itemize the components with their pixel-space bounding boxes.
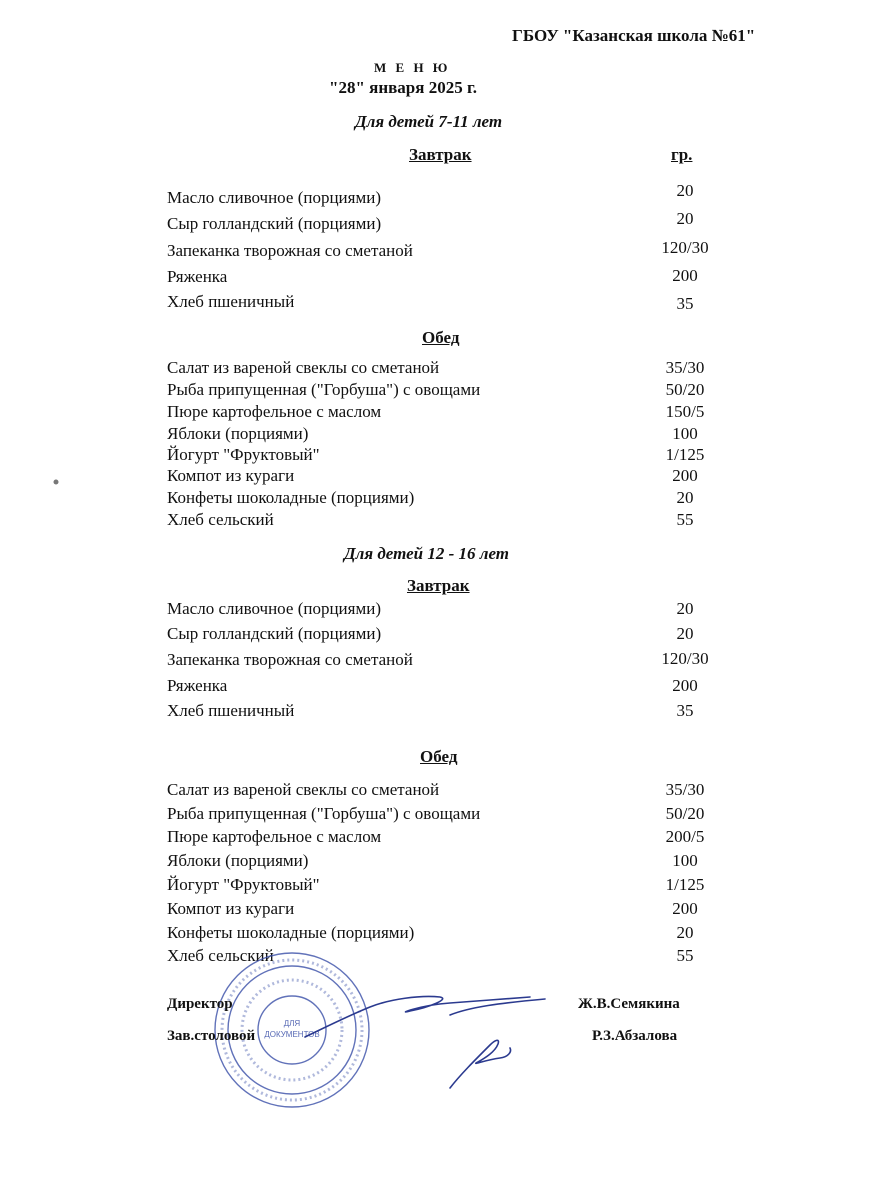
director-signature xyxy=(300,985,560,1045)
menu-item-qty: 200/5 xyxy=(665,827,705,846)
menu-item-qty: 1/125 xyxy=(665,445,705,464)
menu-item-name: Компот из кураги xyxy=(167,899,295,918)
menu-item-name: Пюре картофельное с маслом xyxy=(167,827,382,846)
menu-item-qty: 35 xyxy=(676,294,694,313)
menu-item-qty: 100 xyxy=(672,851,698,870)
menu-item-name: Масло сливочное (порциями) xyxy=(167,188,381,207)
menu-item-name: Ряженка xyxy=(167,676,228,695)
menu-item-qty: 120/30 xyxy=(661,238,709,257)
menu-item-name: Запеканка творожная со сметаной xyxy=(167,241,413,260)
menu-item-qty: 100 xyxy=(672,424,698,443)
menu-item-name: Салат из вареной свеклы со сметаной xyxy=(167,358,440,377)
canteen-signature xyxy=(440,1030,520,1095)
menu-item-name: Хлеб сельский xyxy=(167,946,274,965)
menu-item-name: Яблоки (порциями) xyxy=(167,424,309,443)
canteen-head-role: Зав.столовой xyxy=(167,1028,256,1044)
stamp-text-line-2: ДОКУМЕНТОВ xyxy=(264,1030,320,1039)
menu-item-qty: 150/5 xyxy=(665,402,705,421)
menu-item-qty: 20 xyxy=(676,209,694,228)
menu-item-name: Пюре картофельное с маслом xyxy=(167,402,382,421)
menu-item-qty: 35 xyxy=(676,701,694,720)
director-role: Директор xyxy=(167,996,233,1012)
menu-item-name: Конфеты шоколадные (порциями) xyxy=(167,923,415,942)
menu-item-name: Хлеб сельский xyxy=(167,510,274,529)
menu-item-name: Хлеб пшеничный xyxy=(167,701,295,720)
age-group-title: Для детей 12 - 16 лет xyxy=(344,544,510,563)
menu-item-qty: 20 xyxy=(676,599,694,618)
menu-item-name: Рыба припущенная ("Горбуша") с овощами xyxy=(167,804,481,823)
scan-speck xyxy=(52,478,60,486)
menu-item-qty: 55 xyxy=(676,510,694,529)
menu-item-qty: 200 xyxy=(672,899,698,918)
menu-item-name: Яблоки (порциями) xyxy=(167,851,309,870)
menu-item-qty: 20 xyxy=(676,624,694,643)
section-title-lunch: Обед xyxy=(420,747,458,766)
stamp-text-line-1: ДЛЯ xyxy=(283,1019,301,1028)
menu-item-name: Хлеб пшеничный xyxy=(167,292,295,311)
menu-item-name: Масло сливочное (порциями) xyxy=(167,599,381,618)
menu-item-qty: 50/20 xyxy=(665,380,705,399)
menu-item-qty: 20 xyxy=(676,181,694,200)
menu-item-name: Запеканка творожная со сметаной xyxy=(167,650,413,669)
menu-item-qty: 120/30 xyxy=(661,649,709,668)
menu-item-name: Йогурт "Фруктовый" xyxy=(167,875,320,894)
menu-item-name: Йогурт "Фруктовый" xyxy=(167,445,320,464)
menu-item-name: Сыр голландский (порциями) xyxy=(167,214,382,233)
menu-title: М Е Н Ю xyxy=(374,60,451,75)
menu-date: "28" января 2025 г. xyxy=(329,78,478,97)
menu-item-name: Компот из кураги xyxy=(167,466,295,485)
menu-item-qty: 35/30 xyxy=(665,358,705,377)
menu-item-qty: 55 xyxy=(676,946,694,965)
menu-item-name: Рыба припущенная ("Горбуша") с овощами xyxy=(167,380,481,399)
section-title-breakfast: Завтрак xyxy=(407,576,470,595)
canteen-head-name: Р.З.Абзалова xyxy=(592,1028,678,1044)
menu-item-qty: 200 xyxy=(672,676,698,695)
age-group-title: Для детей 7-11 лет xyxy=(355,112,503,131)
menu-item-qty: 20 xyxy=(676,923,694,942)
section-title-lunch: Обед xyxy=(422,328,460,347)
menu-item-qty: 1/125 xyxy=(665,875,705,894)
menu-item-qty: 200 xyxy=(672,466,698,485)
menu-item-qty: 20 xyxy=(676,488,694,507)
school-name: ГБОУ "Казанская школа №61" xyxy=(512,26,756,45)
grams-header: гр. xyxy=(671,145,693,164)
menu-item-qty: 35/30 xyxy=(665,780,705,799)
menu-item-name: Сыр голландский (порциями) xyxy=(167,624,382,643)
director-name: Ж.В.Семякина xyxy=(578,996,680,1012)
menu-item-name: Ряженка xyxy=(167,267,228,286)
menu-item-qty: 50/20 xyxy=(665,804,705,823)
section-title-breakfast: Завтрак xyxy=(409,145,472,164)
menu-item-name: Конфеты шоколадные (порциями) xyxy=(167,488,415,507)
menu-item-name: Салат из вареной свеклы со сметаной xyxy=(167,780,440,799)
menu-item-qty: 200 xyxy=(672,266,698,285)
